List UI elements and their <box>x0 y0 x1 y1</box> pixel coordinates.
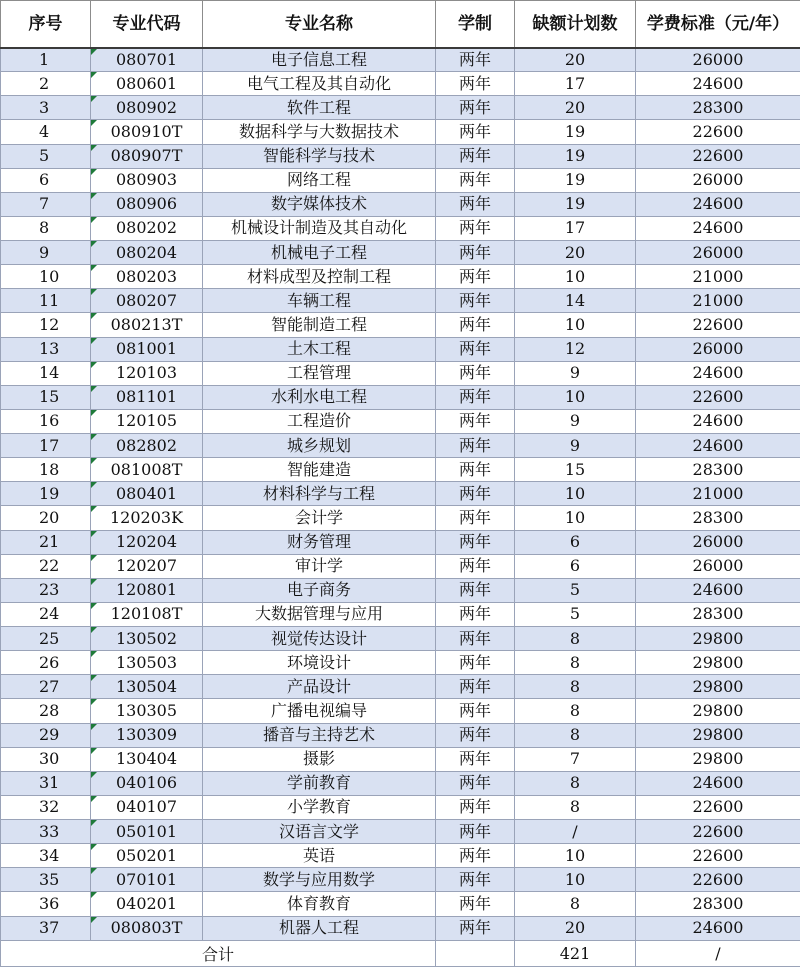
cell-quota: 8 <box>515 651 636 675</box>
cell-system: 两年 <box>436 530 515 554</box>
cell-name: 学前教育 <box>203 771 436 795</box>
cell-system: 两年 <box>436 723 515 747</box>
cell-seq: 26 <box>1 651 91 675</box>
cell-system: 两年 <box>436 747 515 771</box>
cell-system: 两年 <box>436 265 515 289</box>
cell-seq: 35 <box>1 868 91 892</box>
cell-seq: 25 <box>1 627 91 651</box>
cell-code: 040107 <box>91 795 203 819</box>
total-fee: / <box>636 940 800 966</box>
cell-name: 材料科学与工程 <box>203 482 436 506</box>
cell-quota: 20 <box>515 241 636 265</box>
cell-name: 数据科学与大数据技术 <box>203 120 436 144</box>
table-row <box>1 820 800 844</box>
cell-name: 软件工程 <box>203 96 436 120</box>
table-row <box>1 192 800 216</box>
cell-seq: 15 <box>1 385 91 409</box>
cell-seq: 8 <box>1 216 91 240</box>
cell-fee: 24600 <box>636 434 800 458</box>
cell-seq: 31 <box>1 771 91 795</box>
cell-fee: 24600 <box>636 916 800 940</box>
cell-system: 两年 <box>436 289 515 313</box>
cell-code: 040106 <box>91 771 203 795</box>
cell-name: 机械设计制造及其自动化 <box>203 216 436 240</box>
cell-quota: 20 <box>515 916 636 940</box>
cell-seq: 16 <box>1 409 91 433</box>
cell-code: 080910T <box>91 120 203 144</box>
cell-code: 080906 <box>91 192 203 216</box>
cell-code: 081101 <box>91 385 203 409</box>
table-row <box>1 313 800 337</box>
cell-seq: 30 <box>1 747 91 771</box>
cell-fee: 22600 <box>636 385 800 409</box>
cell-system: 两年 <box>436 627 515 651</box>
cell-quota: 10 <box>515 506 636 530</box>
cell-system: 两年 <box>436 241 515 265</box>
table-row <box>1 144 800 168</box>
table-row <box>1 651 800 675</box>
cell-seq: 12 <box>1 313 91 337</box>
cell-seq: 28 <box>1 699 91 723</box>
cell-code: 080902 <box>91 96 203 120</box>
table-row <box>1 337 800 361</box>
header-name: 专业名称 <box>203 1 436 48</box>
table-row <box>1 96 800 120</box>
table-row <box>1 48 800 72</box>
cell-fee: 28300 <box>636 892 800 916</box>
header-fee: 学费标准（元/年） <box>636 1 800 48</box>
table-row <box>1 458 800 482</box>
cell-fee: 21000 <box>636 289 800 313</box>
cell-fee: 22600 <box>636 820 800 844</box>
cell-seq: 19 <box>1 482 91 506</box>
table-row <box>1 216 800 240</box>
cell-fee: 24600 <box>636 216 800 240</box>
cell-fee: 26000 <box>636 168 800 192</box>
cell-name: 电子商务 <box>203 578 436 602</box>
cell-fee: 22600 <box>636 795 800 819</box>
cell-seq: 36 <box>1 892 91 916</box>
cell-fee: 28300 <box>636 602 800 626</box>
table-row <box>1 72 800 96</box>
cell-quota: 9 <box>515 434 636 458</box>
cell-fee: 22600 <box>636 144 800 168</box>
cell-quota: 8 <box>515 892 636 916</box>
cell-quota: 10 <box>515 313 636 337</box>
cell-system: 两年 <box>436 675 515 699</box>
cell-system: 两年 <box>436 482 515 506</box>
cell-quota: 10 <box>515 482 636 506</box>
table-row <box>1 482 800 506</box>
table-row <box>1 409 800 433</box>
cell-fee: 24600 <box>636 578 800 602</box>
cell-system: 两年 <box>436 699 515 723</box>
table-row <box>1 361 800 385</box>
cell-quota: 8 <box>515 627 636 651</box>
cell-code: 080204 <box>91 241 203 265</box>
cell-system: 两年 <box>436 385 515 409</box>
cell-fee: 24600 <box>636 771 800 795</box>
cell-fee: 22600 <box>636 868 800 892</box>
cell-seq: 2 <box>1 72 91 96</box>
cell-code: 080207 <box>91 289 203 313</box>
cell-seq: 18 <box>1 458 91 482</box>
cell-seq: 1 <box>1 48 91 72</box>
cell-system: 两年 <box>436 96 515 120</box>
cell-name: 机械电子工程 <box>203 241 436 265</box>
cell-code: 080202 <box>91 216 203 240</box>
total-system <box>436 940 515 966</box>
cell-fee: 26000 <box>636 530 800 554</box>
table-row <box>1 120 800 144</box>
cell-seq: 21 <box>1 530 91 554</box>
cell-fee: 22600 <box>636 313 800 337</box>
cell-code: 120207 <box>91 554 203 578</box>
cell-name: 摄影 <box>203 747 436 771</box>
cell-name: 水利水电工程 <box>203 385 436 409</box>
header-code: 专业代码 <box>91 1 203 48</box>
cell-seq: 37 <box>1 916 91 940</box>
cell-quota: 20 <box>515 48 636 72</box>
cell-code: 130309 <box>91 723 203 747</box>
table-row <box>1 554 800 578</box>
cell-code: 130305 <box>91 699 203 723</box>
cell-name: 大数据管理与应用 <box>203 602 436 626</box>
table-row <box>1 868 800 892</box>
cell-fee: 29800 <box>636 651 800 675</box>
cell-code: 080203 <box>91 265 203 289</box>
cell-system: 两年 <box>436 409 515 433</box>
cell-seq: 5 <box>1 144 91 168</box>
table-row <box>1 385 800 409</box>
cell-name: 工程造价 <box>203 409 436 433</box>
cell-code: 081008T <box>91 458 203 482</box>
cell-seq: 32 <box>1 795 91 819</box>
cell-code: 080601 <box>91 72 203 96</box>
cell-code: 130502 <box>91 627 203 651</box>
cell-name: 英语 <box>203 844 436 868</box>
cell-fee: 22600 <box>636 844 800 868</box>
cell-quota: 19 <box>515 168 636 192</box>
cell-code: 120108T <box>91 602 203 626</box>
cell-name: 汉语言文学 <box>203 820 436 844</box>
cell-name: 智能制造工程 <box>203 313 436 337</box>
cell-name: 智能科学与技术 <box>203 144 436 168</box>
table-row <box>1 506 800 530</box>
cell-name: 电气工程及其自动化 <box>203 72 436 96</box>
cell-quota: 17 <box>515 216 636 240</box>
cell-system: 两年 <box>436 313 515 337</box>
cell-fee: 28300 <box>636 96 800 120</box>
cell-fee: 26000 <box>636 337 800 361</box>
cell-quota: 17 <box>515 72 636 96</box>
cell-seq: 7 <box>1 192 91 216</box>
cell-code: 080701 <box>91 48 203 72</box>
table-row <box>1 795 800 819</box>
table-row <box>1 723 800 747</box>
cell-code: 120204 <box>91 530 203 554</box>
cell-system: 两年 <box>436 506 515 530</box>
cell-fee: 24600 <box>636 361 800 385</box>
cell-seq: 23 <box>1 578 91 602</box>
cell-code: 080907T <box>91 144 203 168</box>
cell-name: 会计学 <box>203 506 436 530</box>
cell-system: 两年 <box>436 120 515 144</box>
cell-name: 数学与应用数学 <box>203 868 436 892</box>
cell-fee: 29800 <box>636 747 800 771</box>
cell-code: 080803T <box>91 916 203 940</box>
cell-seq: 24 <box>1 602 91 626</box>
cell-quota: 9 <box>515 361 636 385</box>
cell-quota: 9 <box>515 409 636 433</box>
cell-name: 网络工程 <box>203 168 436 192</box>
cell-name: 视觉传达设计 <box>203 627 436 651</box>
cell-seq: 3 <box>1 96 91 120</box>
cell-code: 120203K <box>91 506 203 530</box>
total-quota: 421 <box>515 940 636 966</box>
cell-system: 两年 <box>436 144 515 168</box>
cell-system: 两年 <box>436 168 515 192</box>
cell-name: 广播电视编导 <box>203 699 436 723</box>
cell-code: 130504 <box>91 675 203 699</box>
cell-name: 车辆工程 <box>203 289 436 313</box>
cell-quota: 20 <box>515 96 636 120</box>
cell-quota: 19 <box>515 120 636 144</box>
cell-system: 两年 <box>436 554 515 578</box>
cell-quota: 5 <box>515 602 636 626</box>
table-row <box>1 844 800 868</box>
cell-seq: 10 <box>1 265 91 289</box>
table-footer <box>1 940 800 966</box>
cell-code: 080401 <box>91 482 203 506</box>
cell-system: 两年 <box>436 892 515 916</box>
cell-seq: 17 <box>1 434 91 458</box>
cell-code: 081001 <box>91 337 203 361</box>
table-row <box>1 627 800 651</box>
cell-system: 两年 <box>436 458 515 482</box>
cell-quota: 10 <box>515 844 636 868</box>
cell-code: 080213T <box>91 313 203 337</box>
cell-system: 两年 <box>436 844 515 868</box>
cell-quota: 8 <box>515 699 636 723</box>
cell-system: 两年 <box>436 192 515 216</box>
cell-system: 两年 <box>436 361 515 385</box>
cell-fee: 29800 <box>636 675 800 699</box>
table-body <box>1 48 800 941</box>
cell-seq: 11 <box>1 289 91 313</box>
cell-name: 审计学 <box>203 554 436 578</box>
cell-system: 两年 <box>436 434 515 458</box>
table-row <box>1 892 800 916</box>
header-system: 学制 <box>436 1 515 48</box>
cell-quota: 7 <box>515 747 636 771</box>
cell-seq: 9 <box>1 241 91 265</box>
cell-name: 小学教育 <box>203 795 436 819</box>
cell-system: 两年 <box>436 820 515 844</box>
cell-fee: 21000 <box>636 482 800 506</box>
table-row <box>1 771 800 795</box>
cell-seq: 22 <box>1 554 91 578</box>
cell-fee: 29800 <box>636 723 800 747</box>
header-seq: 序号 <box>1 1 91 48</box>
cell-name: 土木工程 <box>203 337 436 361</box>
cell-code: 050101 <box>91 820 203 844</box>
cell-seq: 13 <box>1 337 91 361</box>
cell-name: 数字媒体技术 <box>203 192 436 216</box>
table-row <box>1 747 800 771</box>
cell-code: 040201 <box>91 892 203 916</box>
cell-name: 体育教育 <box>203 892 436 916</box>
cell-code: 130503 <box>91 651 203 675</box>
total-row <box>1 940 800 966</box>
cell-name: 机器人工程 <box>203 916 436 940</box>
table-row <box>1 699 800 723</box>
cell-code: 050201 <box>91 844 203 868</box>
cell-seq: 14 <box>1 361 91 385</box>
cell-fee: 24600 <box>636 409 800 433</box>
cell-fee: 26000 <box>636 241 800 265</box>
cell-system: 两年 <box>436 868 515 892</box>
cell-quota: 6 <box>515 530 636 554</box>
cell-seq: 6 <box>1 168 91 192</box>
cell-quota: 12 <box>515 337 636 361</box>
cell-name: 工程管理 <box>203 361 436 385</box>
cell-quota: 8 <box>515 771 636 795</box>
cell-system: 两年 <box>436 216 515 240</box>
cell-quota: 8 <box>515 675 636 699</box>
cell-system: 两年 <box>436 578 515 602</box>
cell-system: 两年 <box>436 916 515 940</box>
cell-fee: 22600 <box>636 120 800 144</box>
table-header <box>1 1 800 48</box>
cell-quota: 14 <box>515 289 636 313</box>
table-row <box>1 241 800 265</box>
cell-quota: 10 <box>515 868 636 892</box>
cell-quota: 10 <box>515 385 636 409</box>
cell-seq: 20 <box>1 506 91 530</box>
cell-seq: 33 <box>1 820 91 844</box>
cell-code: 080903 <box>91 168 203 192</box>
cell-name: 智能建造 <box>203 458 436 482</box>
cell-quota: 10 <box>515 265 636 289</box>
cell-name: 播音与主持艺术 <box>203 723 436 747</box>
cell-quota: 6 <box>515 554 636 578</box>
cell-fee: 26000 <box>636 48 800 72</box>
cell-fee: 24600 <box>636 72 800 96</box>
cell-system: 两年 <box>436 651 515 675</box>
cell-name: 电子信息工程 <box>203 48 436 72</box>
total-label: 合计 <box>1 940 436 966</box>
cell-code: 082802 <box>91 434 203 458</box>
header-row <box>1 1 800 48</box>
table-row <box>1 675 800 699</box>
cell-code: 120801 <box>91 578 203 602</box>
cell-quota: 5 <box>515 578 636 602</box>
cell-quota: 8 <box>515 795 636 819</box>
cell-name: 财务管理 <box>203 530 436 554</box>
cell-system: 两年 <box>436 337 515 361</box>
table-row <box>1 265 800 289</box>
cell-fee: 29800 <box>636 627 800 651</box>
cell-seq: 29 <box>1 723 91 747</box>
table-row <box>1 916 800 940</box>
table-row <box>1 530 800 554</box>
table-row <box>1 289 800 313</box>
cell-name: 环境设计 <box>203 651 436 675</box>
header-quota: 缺额计划数 <box>515 1 636 48</box>
cell-system: 两年 <box>436 771 515 795</box>
table-row <box>1 602 800 626</box>
cell-fee: 29800 <box>636 699 800 723</box>
cell-code: 120105 <box>91 409 203 433</box>
cell-system: 两年 <box>436 48 515 72</box>
cell-system: 两年 <box>436 72 515 96</box>
cell-fee: 28300 <box>636 458 800 482</box>
cell-quota: / <box>515 820 636 844</box>
cell-code: 130404 <box>91 747 203 771</box>
cell-seq: 34 <box>1 844 91 868</box>
cell-name: 材料成型及控制工程 <box>203 265 436 289</box>
cell-quota: 19 <box>515 144 636 168</box>
table-row <box>1 578 800 602</box>
cell-system: 两年 <box>436 795 515 819</box>
cell-name: 产品设计 <box>203 675 436 699</box>
cell-code: 070101 <box>91 868 203 892</box>
cell-seq: 27 <box>1 675 91 699</box>
cell-seq: 4 <box>1 120 91 144</box>
cell-fee: 28300 <box>636 506 800 530</box>
table-row <box>1 168 800 192</box>
cell-fee: 24600 <box>636 192 800 216</box>
cell-code: 120103 <box>91 361 203 385</box>
cell-fee: 21000 <box>636 265 800 289</box>
cell-name: 城乡规划 <box>203 434 436 458</box>
cell-quota: 8 <box>515 723 636 747</box>
cell-quota: 19 <box>515 192 636 216</box>
cell-quota: 15 <box>515 458 636 482</box>
table-row <box>1 434 800 458</box>
cell-fee: 26000 <box>636 554 800 578</box>
cell-system: 两年 <box>436 602 515 626</box>
